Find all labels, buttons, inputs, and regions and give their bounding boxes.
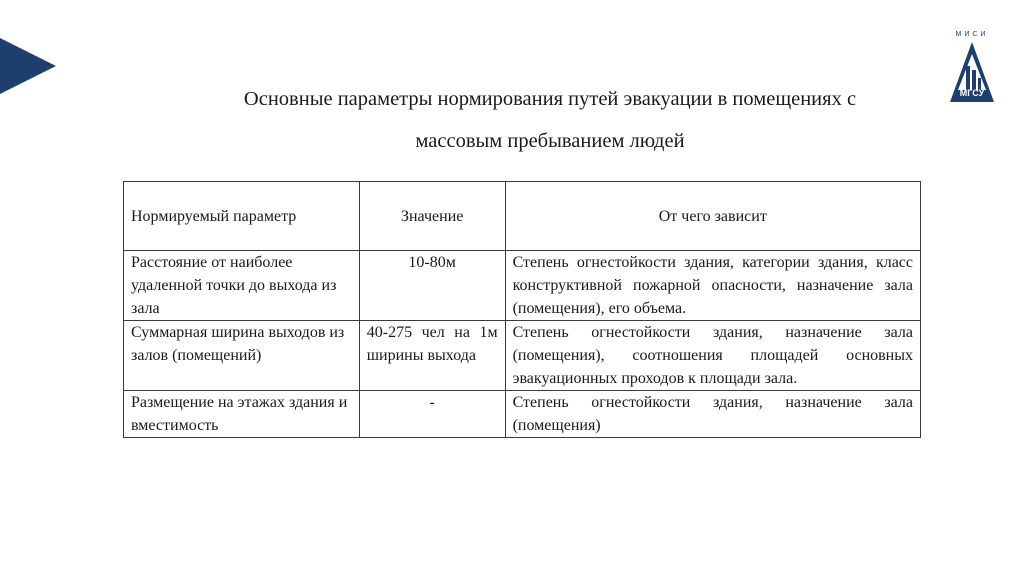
table-header-row [124,182,921,251]
table-row [124,321,921,391]
header-param: Нормируемый параметр [124,182,360,251]
university-logo [948,30,996,104]
title-line-2: массовым пребыванием людей [415,130,685,152]
cell-value: 40-275 чел на 1м ширины выхода [359,321,505,391]
triangle-arrow-icon [0,38,56,94]
parameters-table [123,181,921,438]
cell-value: 10-80м [359,251,505,321]
table-row [124,391,921,438]
cell-param: Расстояние от наиболее удаленной точки до выхода из зала [124,251,360,321]
title-line-1: Основные параметры нормирования путей эвакуации в помещениях с [243,88,857,110]
cell-value: - [359,391,505,438]
table-row [124,251,921,321]
header-value: Значение [359,182,505,251]
header-depends: От чего зависит [505,182,920,251]
cell-param: Суммарная ширина выходов из залов (помещений) [124,321,360,391]
page-title [180,78,920,162]
cell-depends: Степень огнестойкости здания, назначение зала (помещения), соотношения площадей основных эвакуационных проходов к площади зала. [505,321,920,391]
cell-depends: Степень огнестойкости здания, категории здания, класс конструктивной пожарной опасности, назначение зала (помещения), его объема. [505,251,920,321]
cell-depends: Степень огнестойкости здания, назначение зала (помещения) [505,391,920,438]
logo-top-text: МИСИ [955,31,989,38]
logo-bottom-text: МГСУ [959,88,985,98]
cell-param: Размещение на этажах здания и вместимость [124,391,360,438]
